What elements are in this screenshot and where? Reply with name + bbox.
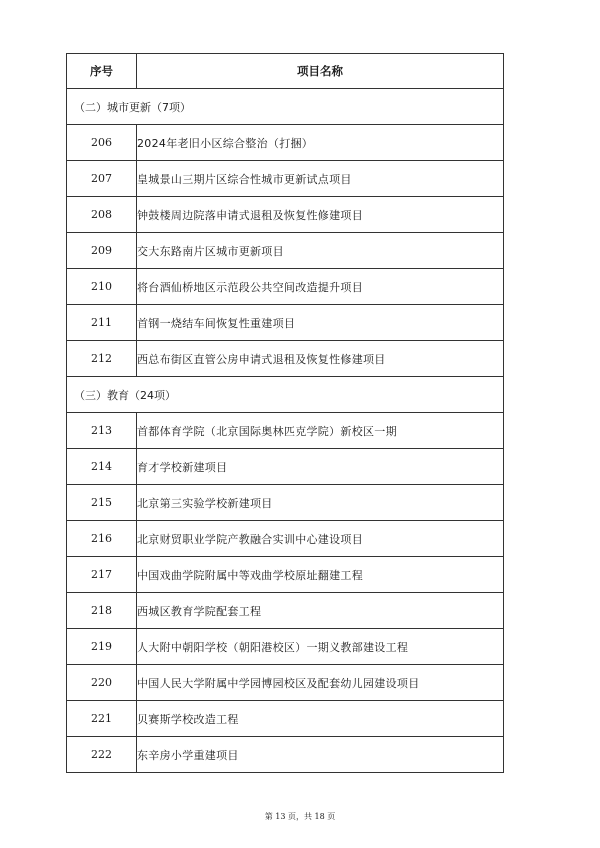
row-index: 221 [67, 701, 137, 737]
row-project-name: 中国戏曲学院附属中等戏曲学校原址翻建工程 [137, 557, 504, 593]
row-project-name: 首都体育学院（北京国际奥林匹克学院）新校区一期 [137, 413, 504, 449]
table-row [67, 413, 504, 449]
table-row [67, 665, 504, 701]
row-index: 217 [67, 557, 137, 593]
row-project-name: 育才学校新建项目 [137, 449, 504, 485]
row-project-name: 中国人民大学附属中学园博园校区及配套幼儿园建设项目 [137, 665, 504, 701]
table-row [67, 557, 504, 593]
row-project-name: 首钢一烧结车间恢复性重建项目 [137, 305, 504, 341]
section-title: （二）城市更新（7项） [67, 89, 504, 125]
project-table [66, 53, 504, 773]
row-index: 212 [67, 341, 137, 377]
table-row [67, 197, 504, 233]
page-footer: 第 13 页，共 18 页 [264, 812, 336, 821]
table-body [67, 89, 504, 773]
row-project-name: 人大附中朝阳学校（朝阳港校区）一期义教部建设工程 [137, 629, 504, 665]
row-project-name: 北京财贸职业学院产教融合实训中心建设项目 [137, 521, 504, 557]
table-row [67, 521, 504, 557]
table-row [67, 737, 504, 773]
table-row [67, 629, 504, 665]
row-index: 220 [67, 665, 137, 701]
table-header-row [67, 54, 504, 89]
row-index: 208 [67, 197, 137, 233]
row-project-name: 皇城景山三期片区综合性城市更新试点项目 [137, 161, 504, 197]
header-index: 序号 [67, 54, 137, 89]
row-project-name: 东辛房小学重建项目 [137, 737, 504, 773]
row-index: 213 [67, 413, 137, 449]
row-index: 207 [67, 161, 137, 197]
row-index: 210 [67, 269, 137, 305]
row-index: 206 [67, 125, 137, 161]
row-index: 218 [67, 593, 137, 629]
header-project-name: 项目名称 [137, 54, 504, 89]
table-row [67, 305, 504, 341]
row-project-name: 钟鼓楼周边院落申请式退租及恢复性修建项目 [137, 197, 504, 233]
row-index: 211 [67, 305, 137, 341]
table-row [67, 593, 504, 629]
section-row [67, 377, 504, 413]
table-row [67, 125, 504, 161]
row-project-name: 将台酒仙桥地区示范段公共空间改造提升项目 [137, 269, 504, 305]
section-row [67, 89, 504, 125]
row-index: 215 [67, 485, 137, 521]
table-row [67, 449, 504, 485]
row-index: 222 [67, 737, 137, 773]
section-title: （三）教育（24项） [67, 377, 504, 413]
row-project-name: 西城区教育学院配套工程 [137, 593, 504, 629]
table-row [67, 161, 504, 197]
table-row [67, 341, 504, 377]
table-row [67, 269, 504, 305]
row-project-name: 贝赛斯学校改造工程 [137, 701, 504, 737]
row-index: 216 [67, 521, 137, 557]
table-row [67, 485, 504, 521]
row-index: 214 [67, 449, 137, 485]
row-project-name: 交大东路南片区城市更新项目 [137, 233, 504, 269]
table-row [67, 233, 504, 269]
row-index: 209 [67, 233, 137, 269]
row-project-name: 2024年老旧小区综合整治（打捆） [137, 125, 504, 161]
row-project-name: 西总布街区直管公房申请式退租及恢复性修建项目 [137, 341, 504, 377]
table-row [67, 701, 504, 737]
row-index: 219 [67, 629, 137, 665]
row-project-name: 北京第三实验学校新建项目 [137, 485, 504, 521]
